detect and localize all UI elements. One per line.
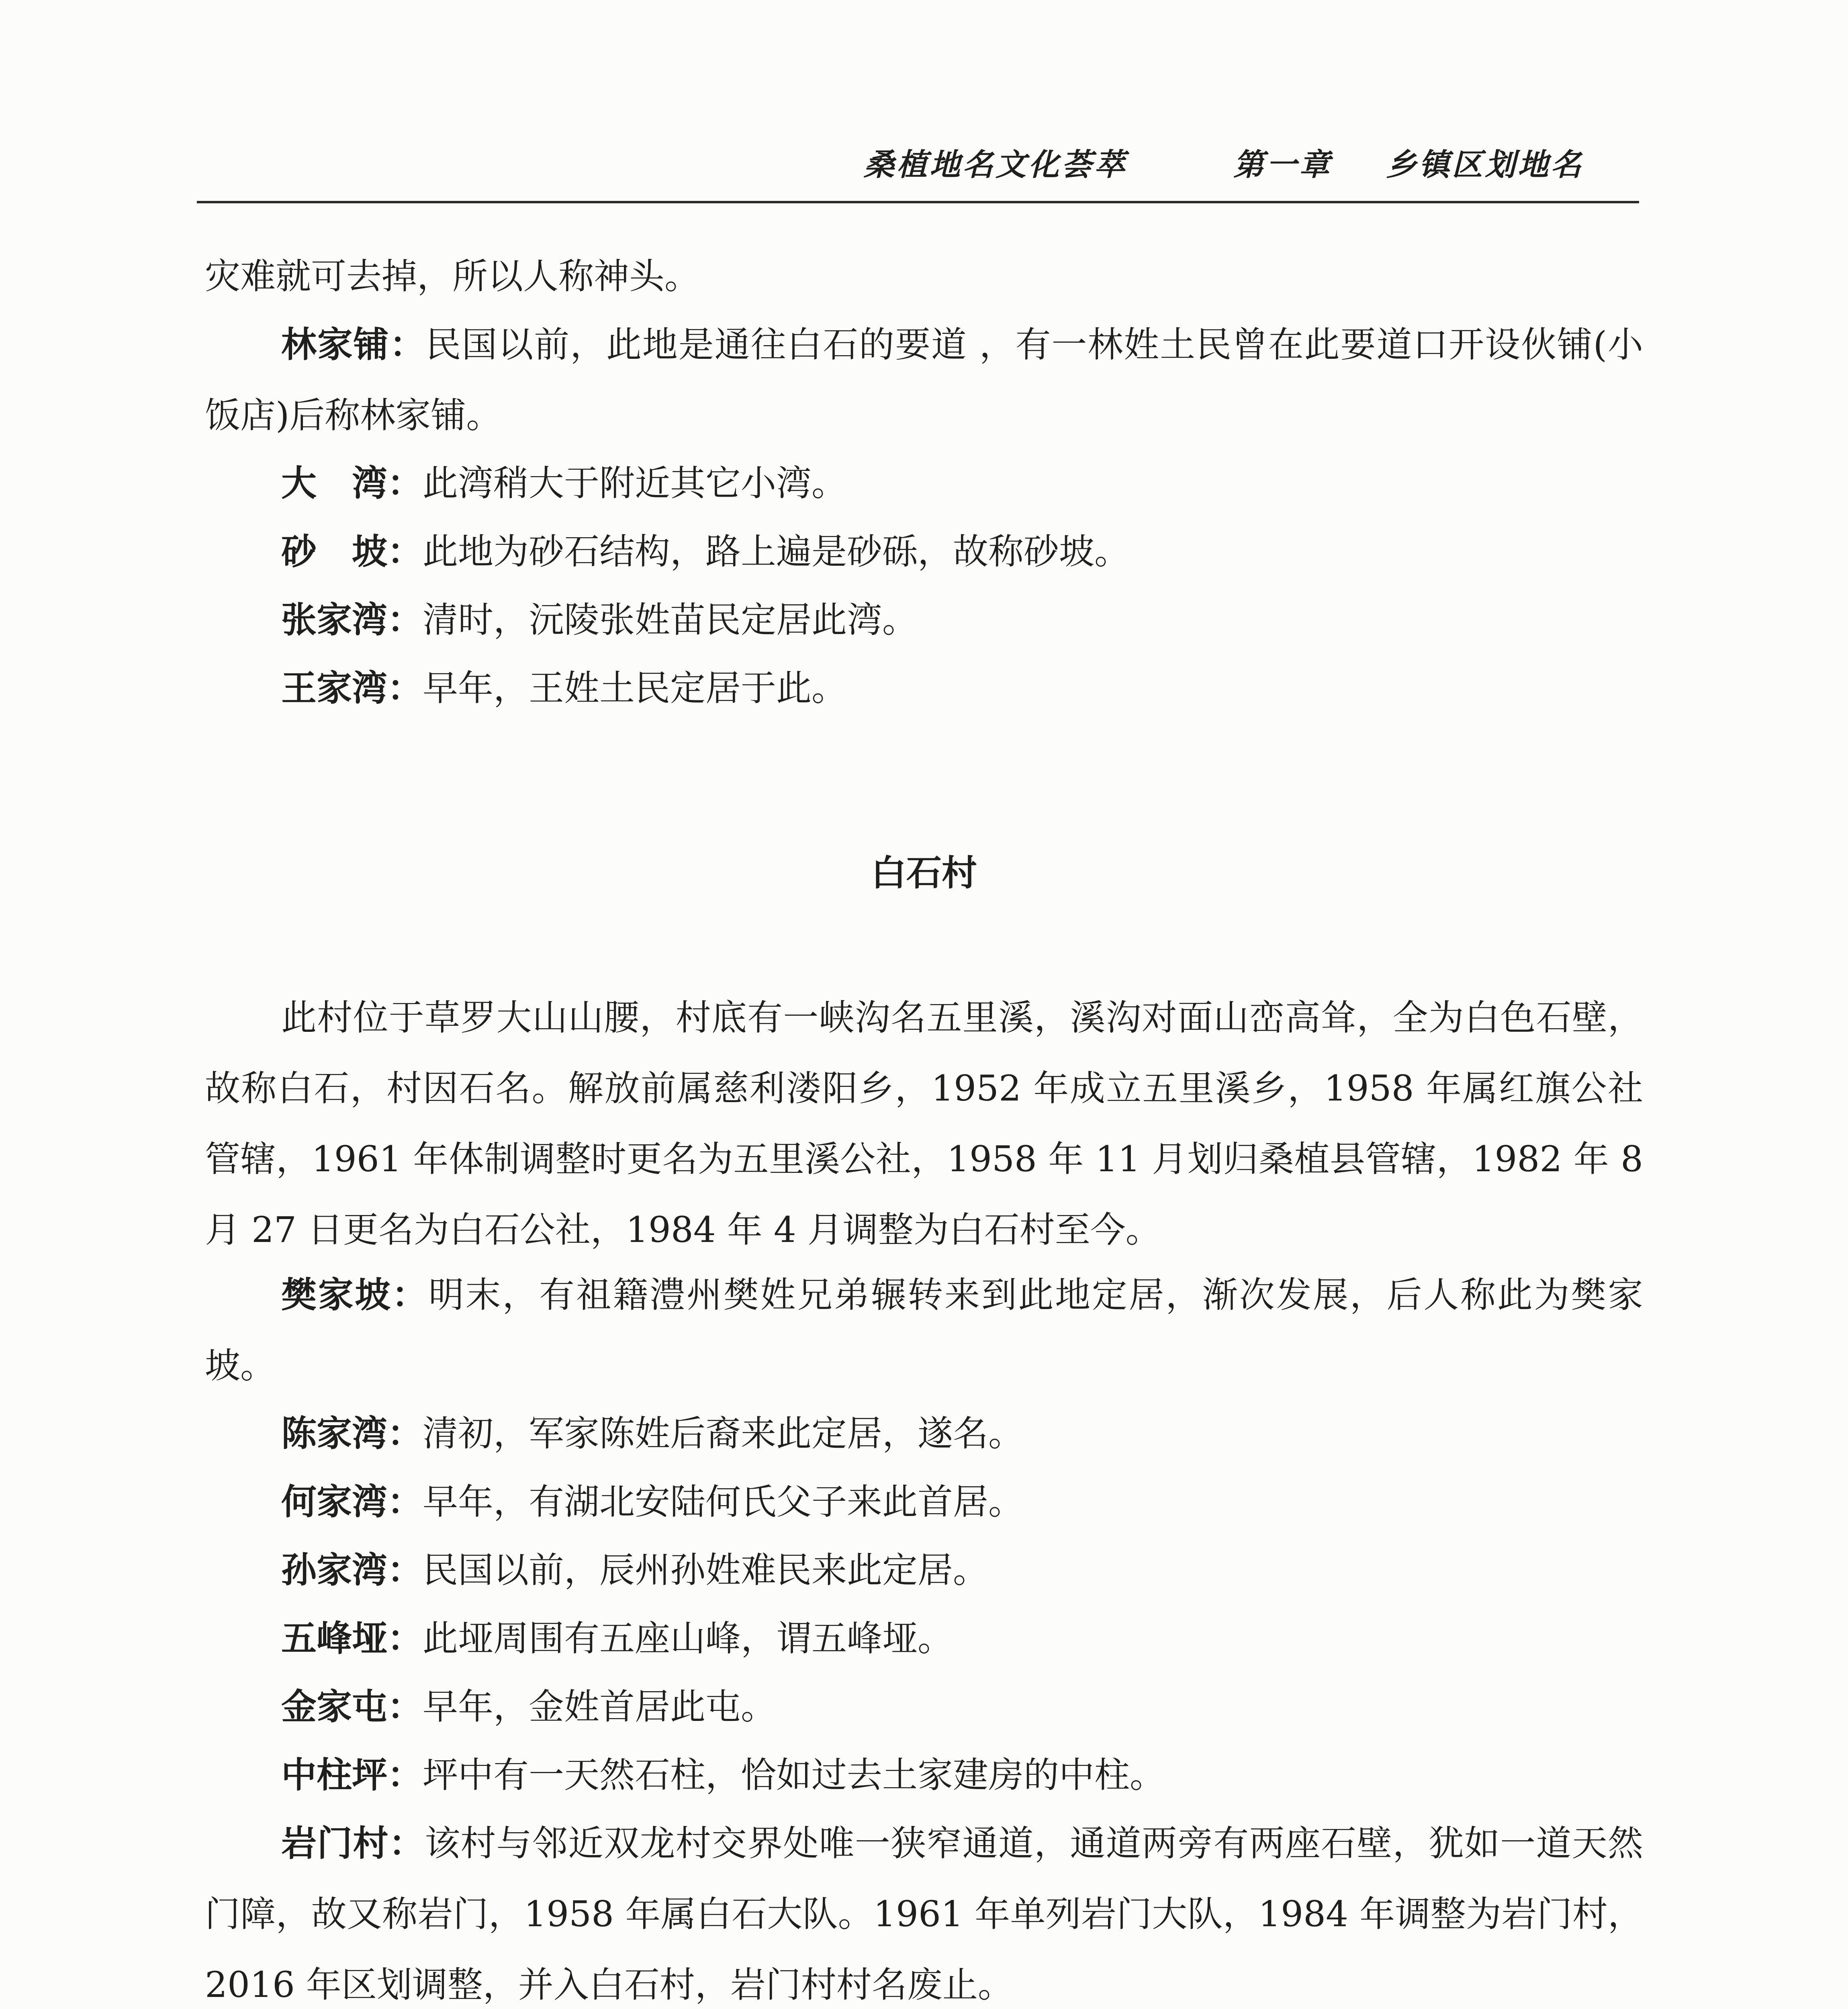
entry-text: 早年，金姓首居此屯。: [423, 1686, 777, 1727]
entry-term: 金家屯：: [281, 1686, 423, 1727]
entry-sunjiawan: [205, 1535, 1643, 1606]
entry-zhongzhuping: [205, 1740, 1643, 1811]
entry-term: 何家湾：: [281, 1481, 423, 1522]
entry-text: 民国以前，此地是通往白石的要道 ，有一林姓土民曾在此要道口开设伙铺(小饭店)后称林家铺。: [205, 324, 1643, 436]
header-section: 乡镇区划地名: [1386, 147, 1584, 182]
entry-text: 民国以前，辰州孙姓难民来此定居。: [423, 1549, 989, 1591]
entry-zhangjiawan: [205, 585, 1643, 655]
header-chapter: 第一章: [1233, 147, 1332, 182]
entry-fanjiapo: [205, 1260, 1643, 1401]
entry-linjiapu: [205, 309, 1643, 451]
entry-text: 此垭周围有五座山峰，谓五峰垭。: [423, 1618, 953, 1659]
entry-term: 陈家湾：: [281, 1413, 423, 1454]
entry-jinjiatun: [205, 1671, 1643, 1742]
entry-wufengya: [205, 1603, 1643, 1674]
entry-term: 王家湾：: [281, 667, 423, 709]
entry-term: 中柱坪：: [281, 1754, 423, 1796]
entry-term: 张家湾：: [281, 599, 423, 640]
entry-wangjiawan: [205, 653, 1643, 724]
entry-dawan: [205, 448, 1643, 519]
entry-text: 清时，沅陵张姓苗民定居此湾。: [423, 599, 918, 640]
entry-term: 孙家湾：: [281, 1549, 423, 1591]
village-intro-paragraph: 此村位于草罗大山山腰，村底有一峡沟名五里溪，溪沟对面山峦高耸，全为白色石壁，故称白石，村因石名。解放前属慈利溇阳乡，1952 年成立五里溪乡，1958 年属红旗公社管辖，1961 年体制调整时更名为五里溪公社，1958 年 11 月划归桑植县管辖，1982 年 8 月 27 日更名为白石公社，1984 年 4 月调整为白石村至今。: [205, 997, 1643, 1250]
entry-term: 林家铺：: [281, 324, 426, 365]
entry-chenjiawan: [205, 1398, 1643, 1469]
entry-text: 清初，军家陈姓后裔来此定居，遂名。: [423, 1413, 1024, 1454]
entry-text: 此湾稍大于附近其它小湾。: [423, 462, 847, 504]
entry-term: 砂 坡：: [281, 531, 423, 572]
continuation-paragraph: 灾难就可去掉，所以人称神头。: [205, 256, 700, 297]
header-book-title: 桑植地名文化荟萃: [864, 147, 1127, 182]
running-header: [864, 143, 1627, 187]
entry-text: 明末，有祖籍澧州樊姓兄弟辗转来到此地定居，渐次发展，后人称此为樊家坡。: [205, 1274, 1643, 1386]
entry-text: 该村与邻近双龙村交界处唯一狭窄通道，通道两旁有两座石壁，犹如一道天然门障，故又称岩门，1958 年属白石大队。1961 年单列岩门大队，1984 年调整为岩门村，2016 年区划调整，并入白石村，岩门村村名废止。: [205, 1823, 1643, 2005]
entry-text: 早年，有湖北安陆何氏父子来此首居。: [423, 1481, 1024, 1522]
entry-yanmencun: [205, 1808, 1643, 2009]
header-rule: [197, 201, 1639, 203]
entry-hejiawan: [205, 1467, 1643, 1537]
entry-term: 樊家坡：: [281, 1274, 429, 1315]
entry-text: 此地为砂石结构，路上遍是砂砾，故称砂坡。: [423, 531, 1130, 572]
section-title: 白石村: [871, 852, 977, 894]
entry-shapo: [205, 516, 1643, 587]
entry-term: 五峰垭：: [281, 1618, 423, 1659]
entry-term: 大 湾：: [281, 462, 423, 504]
entry-term: 岩门村：: [281, 1823, 425, 1864]
entry-text: 坪中有一天然石柱，恰如过去土家建房的中柱。: [423, 1754, 1165, 1796]
entry-text: 早年，王姓土民定居于此。: [423, 667, 847, 709]
